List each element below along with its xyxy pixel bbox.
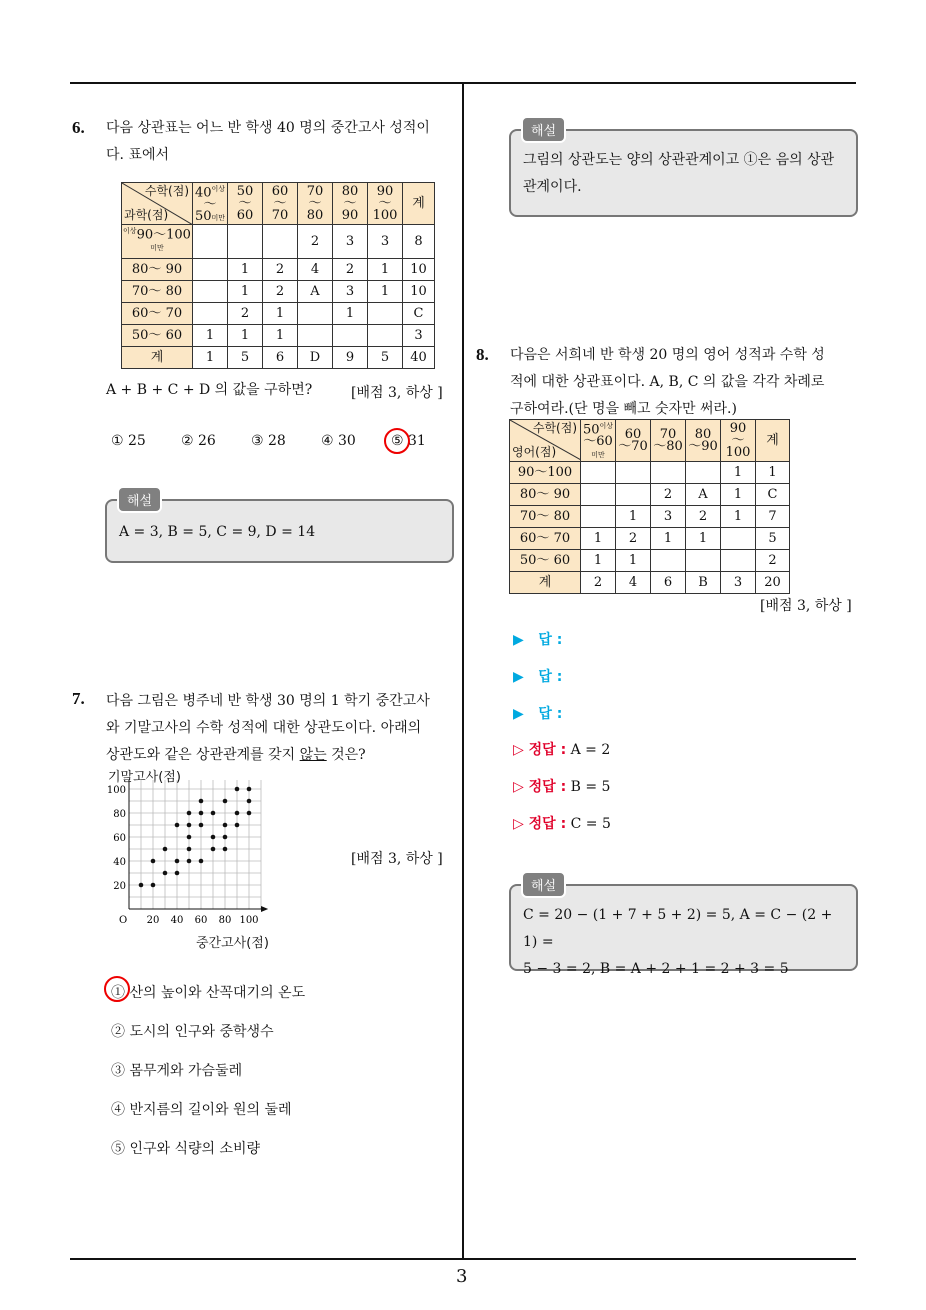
scatter-point: [187, 847, 192, 852]
scatter-point: [247, 799, 252, 804]
q6-choice-3[interactable]: ③ 28: [251, 433, 286, 449]
play-triangle-icon: ▶: [513, 706, 539, 722]
q7-explanation-box: 그림의 상관도는 양의 상관관계이고 ①은 음의 상관관계이다.: [509, 129, 858, 217]
table-row: 80～ 90 2 A 1 C: [510, 484, 790, 506]
q8-answer-blank-1[interactable]: ▶ 답 :: [513, 632, 563, 648]
q6-question: A + B + C + D 의 값을 구하면?: [106, 382, 313, 398]
y-tick-label: 60: [113, 833, 126, 844]
y-tick-label: 40: [113, 857, 126, 868]
x-tick-label: 20: [146, 915, 160, 926]
play-triangle-icon: ▶: [513, 632, 539, 648]
scatter-point: [247, 811, 252, 816]
q8-col-header: $50^{이상}$ ～60미만: [581, 420, 616, 462]
q7-choice-1[interactable]: ① 산의 높이와 산꼭대기의 온도: [111, 985, 306, 1001]
question-7-text: 다음 그림은 병주네 반 학생 30 명의 1 학기 중간고사 와 기말고사의 수학 성적에 대한 상관도이다. 아래의 상관도와 같은 상관관계를 갖지 않는 것은?: [106, 693, 430, 763]
q8-correct-answer-1: ▷ 정답 : A = 2: [513, 742, 611, 758]
x-tick-label: 40: [170, 915, 184, 926]
axis-lines: [129, 780, 263, 909]
q8-col-header: 80 ～90: [686, 420, 721, 462]
q8-correct-answer-2: ▷ 정답 : B = 5: [513, 779, 611, 795]
y-tick-label: 80: [113, 809, 126, 820]
scatter-point: [247, 787, 252, 792]
scatter-point: [235, 787, 240, 792]
question-6-number: 6.: [72, 118, 85, 137]
q7-scatter-ylabel: 기말고사(점): [108, 770, 181, 785]
scatter-point: [187, 835, 192, 840]
x-tick-label: 80: [218, 915, 232, 926]
q8-col-header: 60 ～70: [616, 420, 651, 462]
table-row: 50～ 60 1 1 1 3: [122, 324, 435, 346]
scatter-point: [187, 823, 192, 828]
q7-explanation-tag: 해설: [521, 116, 566, 143]
q6-col-header: 90 ～ 100: [368, 183, 403, 225]
table-row: 70～ 80 1 2 A 3 1 10: [122, 280, 435, 302]
scatter-point: [199, 811, 204, 816]
table-row: 90～100 1 1: [510, 462, 790, 484]
table-row: 60～ 70 1 2 1 1 5: [510, 528, 790, 550]
q7-choice-3[interactable]: ③ 몸무게와 가슴둘레: [111, 1063, 243, 1079]
scatter-point: [223, 847, 228, 852]
x-tick-label: 60: [194, 915, 208, 926]
column-divider: [462, 82, 464, 1259]
scatter-point: [199, 823, 204, 828]
table-row: $^{이상}90\sim 100^{미만}$ 2 3 3 8: [122, 225, 435, 259]
q7-score: [배점 3, 하상 ]: [351, 851, 443, 867]
q6-correlation-table: [121, 182, 435, 369]
q6-col-header: $40^{이상}$ ～ 50미만: [193, 183, 228, 225]
q8-correct-answer-3: ▷ 정답 : C = 5: [513, 816, 611, 832]
q8-answer-blank-2[interactable]: ▶ 답 :: [513, 669, 563, 685]
scatter-point: [175, 871, 180, 876]
table-row: 계 2 4 6 B 3 20: [510, 572, 790, 594]
x-axis-arrow-icon: [261, 906, 268, 912]
q8-total-header: 계: [756, 420, 790, 462]
scatter-point: [187, 859, 192, 864]
q7-choice-5[interactable]: ⑤ 인구와 식량의 소비량: [111, 1141, 261, 1157]
scatter-point: [199, 799, 204, 804]
scatter-point: [223, 835, 228, 840]
q6-total-header: 계: [403, 183, 435, 225]
question-6-text: 다음 상관표는 어느 반 학생 40 명의 중간고사 성적이 다. 표에서: [106, 120, 430, 163]
scatter-point: [211, 847, 216, 852]
q6-explanation-box: A = 3, B = 5, C = 9, D = 14: [105, 499, 454, 563]
q6-explanation-tag: 해설: [117, 486, 162, 513]
table-row: 80～ 90 1 2 4 2 1 10: [122, 258, 435, 280]
q8-score: [배점 3, 하상 ]: [760, 598, 852, 614]
q6-col-header: 80 ～ 90: [333, 183, 368, 225]
q8-explanation-box: C = 20 − (1 + 7 + 5 + 2) = 5, A = C − (2 + 1) = 5 − 3 = 2, B = A + 2 + 1 = 2 + 3 = 5: [509, 884, 858, 971]
x-tick-label: 100: [239, 915, 259, 926]
q7-answer-circle-mark: [104, 976, 130, 1002]
q7-scatter-plot: [102, 780, 272, 940]
q8-correlation-table: [509, 419, 790, 594]
scatter-point: [235, 823, 240, 828]
question-7-number: 7.: [72, 689, 85, 708]
page-number: 3: [456, 1266, 468, 1287]
q7-choice-2[interactable]: ② 도시의 인구와 중학생수: [111, 1024, 274, 1040]
scatter-point: [163, 871, 168, 876]
scatter-point: [151, 859, 156, 864]
outline-triangle-icon: ▷: [513, 779, 529, 795]
q8-col-header: 90 ～100: [721, 420, 756, 462]
scatter-point: [151, 883, 156, 888]
outline-triangle-icon: ▷: [513, 742, 529, 758]
q6-table-corner: 수학(점) 과학(점): [122, 183, 193, 225]
q6-col-header: 70 ～ 80: [298, 183, 333, 225]
q6-choice-5[interactable]: ⑤ 31: [391, 433, 426, 449]
q6-choice-2[interactable]: ② 26: [181, 433, 216, 449]
scatter-point: [235, 811, 240, 816]
bottom-rule: [70, 1258, 856, 1260]
q7-scatter-xlabel: 중간고사(점): [196, 936, 269, 951]
table-row: 50～ 60 1 1 2: [510, 550, 790, 572]
q8-answer-blank-3[interactable]: ▶ 답 :: [513, 706, 563, 722]
play-triangle-icon: ▶: [513, 669, 539, 685]
q6-choice-4[interactable]: ④ 30: [321, 433, 356, 449]
q8-explanation-tag: 해설: [521, 871, 566, 898]
outline-triangle-icon: ▷: [513, 816, 529, 832]
question-8-number: 8.: [476, 345, 489, 364]
y-tick-label: 100: [106, 785, 126, 796]
scatter-point: [175, 823, 180, 828]
q6-col-header: 50 ～ 60: [228, 183, 263, 225]
table-row: 계 1 5 6 D 9 5 40: [122, 346, 435, 368]
scatter-point: [187, 811, 192, 816]
q8-col-header: 70 ～80: [651, 420, 686, 462]
q8-table-corner: 수학(점) 영어(점): [510, 420, 581, 462]
q6-score: [배점 3, 하상 ]: [351, 385, 443, 401]
table-row: 60～ 70 2 1 1 C: [122, 302, 435, 324]
q7-choice-4[interactable]: ④ 반지름의 길이와 원의 둘레: [111, 1102, 292, 1118]
q6-col-header: 60 ～ 70: [263, 183, 298, 225]
y-tick-label: 20: [113, 881, 126, 892]
table-row: 70～ 80 1 3 2 1 7: [510, 506, 790, 528]
scatter-point: [199, 859, 204, 864]
scatter-point: [211, 811, 216, 816]
question-8-text: 다음은 서희네 반 학생 20 명의 영어 성적과 수학 성 적에 대한 상관표이다. A, B, C 의 값을 각각 차례로 구하여라.(단 명을 빼고 숫자만 써라.): [510, 347, 825, 417]
scatter-point: [211, 835, 216, 840]
scatter-point: [175, 859, 180, 864]
q6-answer-circle-mark: [384, 428, 410, 454]
scatter-point: [223, 823, 228, 828]
origin-label: O: [119, 915, 128, 926]
scatter-point: [223, 799, 228, 804]
scatter-point: [163, 847, 168, 852]
scatter-point: [139, 883, 144, 888]
q6-choice-1[interactable]: ① 25: [111, 433, 146, 449]
